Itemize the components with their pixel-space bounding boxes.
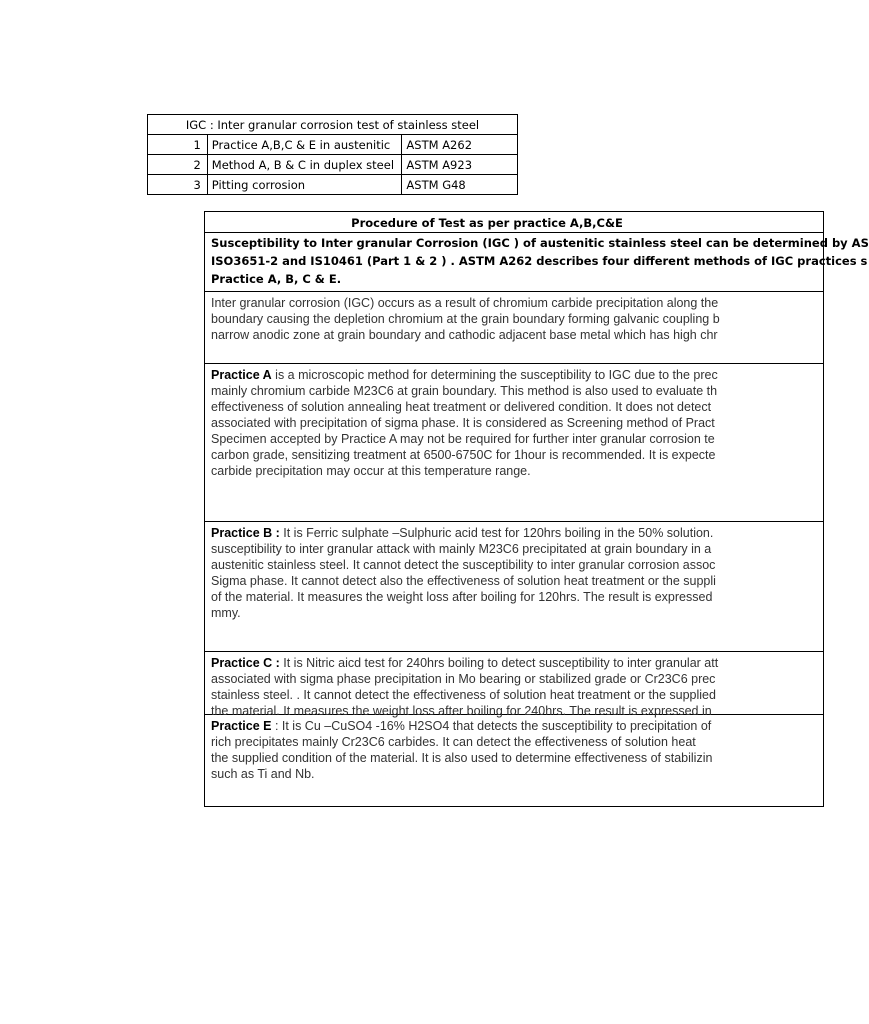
intro-line: Practice A, B, C & E. [211,272,342,286]
row-description: Pitting corrosion [207,175,402,195]
row-number: 1 [148,135,208,155]
paragraph-line: susceptibility to inter granular attack with mainly M23C6 precipitated at grain boundary in a [211,542,712,556]
paragraph-line: Specimen accepted by Practice A may not be required for further inter granular corrosion te [211,432,715,446]
paragraph-line: associated with sigma phase precipitation in Mo bearing or stabilized grade or Cr23C6 prec [211,672,716,686]
paragraph-line [211,718,817,734]
paragraph-line: austenitic stainless steel. It cannot detect the susceptibility to inter granular corrosion assoc [211,558,716,572]
row-standard: ASTM G48 [402,175,518,195]
row-standard: ASTM A262 [402,135,518,155]
paragraph-line: of the material. It measures the weight loss after boiling for 120hrs. The result is expressed [211,590,713,604]
row-number: 3 [148,175,208,195]
paragraph-line [211,367,817,383]
practice-c-label: Practice C : [211,656,280,670]
paragraph-line: effectiveness of solution annealing heat treatment or delivered condition. It does not detect [211,400,712,414]
paragraph-line: narrow anodic zone at grain boundary and cathodic adjacent base metal which has high chr [211,328,718,342]
intro-line: Susceptibility to Inter granular Corrosion (IGC ) of austenitic stainless steel can be determined by AS [211,236,869,250]
paragraph-line: boundary causing the depletion chromium at the grain boundary forming galvanic coupling b [211,312,720,326]
procedure-title: Procedure of Test as per practice A,B,C&E [204,211,824,233]
practice-e-section [204,715,824,807]
practice-a-section [204,364,824,522]
paragraph-line: such as Ti and Nb. [211,767,315,781]
paragraph-line: mmy. [211,606,241,620]
paragraph-line: stainless steel. . It cannot detect the effectiveness of solution heat treatment or the supplied [211,688,716,702]
paragraph-line: associated with precipitation of sigma phase. It is considered as Screening method of Pract [211,416,715,430]
practice-a-label: Practice A [211,368,272,382]
paragraph-line: the material. It measures the weight loss after boiling for 240hrs. The result is expressed in [211,704,712,718]
practice-c-first-line: It is Nitric aicd test for 240hrs boiling to detect susceptibility to inter granular att [279,656,719,670]
practice-b-label: Practice B : [211,526,280,540]
igc-paragraph [204,292,824,364]
practice-e-label: Practice E [211,719,272,733]
paragraph-line: Inter granular corrosion (IGC) occurs as a result of chromium carbide precipitation along the [211,296,719,310]
paragraph-line [211,655,817,671]
paragraph-line: Sigma phase. It cannot detect also the effectiveness of solution heat treatment or the suppli [211,574,716,588]
paragraph-line: mainly chromium carbide M23C6 at grain boundary. This method is also used to evaluate th [211,384,718,398]
practice-a-first-line: is a microscopic method for determining the susceptibility to IGC due to the prec [271,368,718,382]
paragraph-line: the supplied condition of the material. It is also used to determine effectiveness of stabilizin [211,751,713,765]
row-description: Method A, B & C in duplex steel [207,155,402,175]
paragraph-line [211,525,817,541]
paragraph-line: carbide precipitation may occur at this temperature range. [211,464,531,478]
row-description: Practice A,B,C & E in austenitic [207,135,402,155]
practice-b-first-line: It is Ferric sulphate –Sulphuric acid test for 120hrs boiling in the 50% solution. [279,526,714,540]
paragraph-line: rich precipitates mainly Cr23C6 carbides. It can detect the effectiveness of solution heat [211,735,696,749]
intro-line: ISO3651-2 and IS10461 (Part 1 & 2 ) . ASTM A262 describes four different methods of IGC practices s [211,254,868,268]
practice-c-section [204,652,824,718]
practice-b-section [204,522,824,652]
paragraph-line: carbon grade, sensitizing treatment at 6500-6750C for 1hour is recommended. It is expecte [211,448,716,462]
row-standard: ASTM A923 [402,155,518,175]
table-header: IGC : Inter granular corrosion test of stainless steel [148,115,518,135]
procedure-table [204,211,869,807]
procedure-intro [204,233,869,292]
practice-e-first-line: : It is Cu –CuSO4 -16% H2SO4 that detects the susceptibility to precipitation of [271,719,712,733]
row-number: 2 [148,155,208,175]
